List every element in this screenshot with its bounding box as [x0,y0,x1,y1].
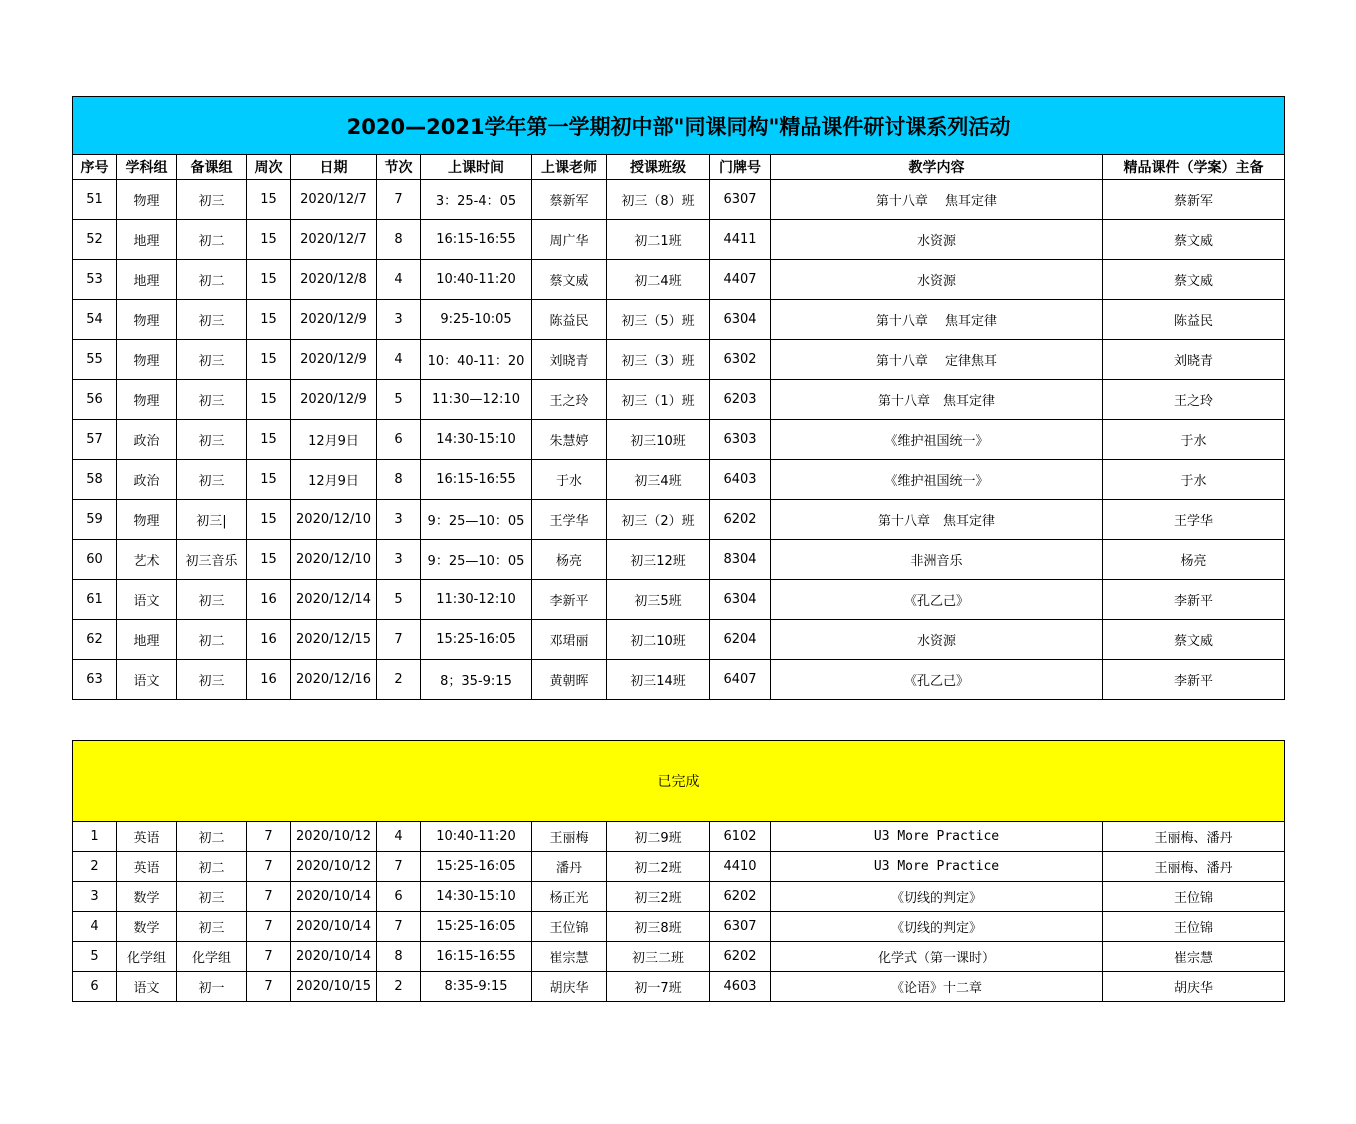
active-schedule-table [72,96,1285,700]
cell-room: 6302 [710,340,771,380]
cell-class-time: 8；35-9:15 [421,660,532,700]
cell-seq: 51 [73,180,117,220]
cell-content: 第十八章 焦耳定律 [771,180,1103,220]
cell-period: 6 [377,882,421,912]
cell-seq: 56 [73,380,117,420]
table-row [73,380,1285,420]
cell-class-time: 11:30-12:10 [421,580,532,620]
cell-courseware-lead: 蔡文威 [1103,260,1285,300]
table-row [73,580,1285,620]
cell-week: 16 [247,660,291,700]
cell-seq: 1 [73,822,117,852]
cell-content: 《维护祖国统一》 [771,460,1103,500]
cell-room: 4407 [710,260,771,300]
cell-period: 3 [377,540,421,580]
cell-class: 初三（1）班 [607,380,710,420]
table-row [73,300,1285,340]
cell-date: 2020/10/15 [291,972,377,1002]
cell-content: 《切线的判定》 [771,912,1103,942]
cell-prep-group: 初三 [177,580,247,620]
cell-week: 15 [247,420,291,460]
cell-class: 初三10班 [607,420,710,460]
cell-period: 7 [377,852,421,882]
table-row [73,220,1285,260]
cell-room: 4603 [710,972,771,1002]
table-row [73,540,1285,580]
cell-room: 8304 [710,540,771,580]
cell-room: 6202 [710,500,771,540]
cell-room: 6102 [710,822,771,852]
column-header-courseware-lead: 精品课件（学案）主备 [1103,155,1285,180]
cell-date: 2020/12/15 [291,620,377,660]
table-row [73,942,1285,972]
cell-courseware-lead: 蔡新军 [1103,180,1285,220]
cell-prep-group: 初三 [177,660,247,700]
cell-teacher: 崔宗慧 [532,942,607,972]
column-header-prep-group: 备课组 [177,155,247,180]
cell-class: 初三二班 [607,942,710,972]
cell-subject-group: 物理 [117,180,177,220]
cell-content: U3 More Practice [771,852,1103,882]
cell-week: 15 [247,500,291,540]
cell-teacher: 潘丹 [532,852,607,882]
cell-week: 15 [247,220,291,260]
cell-week: 15 [247,300,291,340]
cell-class-time: 3：25-4：05 [421,180,532,220]
cell-week: 16 [247,580,291,620]
cell-class-time: 9：25—10：05 [421,540,532,580]
column-header-subject-group: 学科组 [117,155,177,180]
cell-class-time: 8:35-9:15 [421,972,532,1002]
cell-room: 6204 [710,620,771,660]
cell-subject-group: 英语 [117,822,177,852]
cell-content: 第十八章 焦耳定律 [771,300,1103,340]
cell-teacher: 王学华 [532,500,607,540]
cell-subject-group: 英语 [117,852,177,882]
cell-room: 6307 [710,180,771,220]
cell-date: 2020/12/7 [291,180,377,220]
table-row [73,500,1285,540]
cell-content: 非洲音乐 [771,540,1103,580]
cell-prep-group: 初三 [177,340,247,380]
cell-content: 第十八章 焦耳定律 [771,500,1103,540]
cell-teacher: 蔡新军 [532,180,607,220]
cell-content: 第十八章 焦耳定律 [771,380,1103,420]
cell-room: 4410 [710,852,771,882]
cell-courseware-lead: 王学华 [1103,500,1285,540]
cell-courseware-lead: 陈益民 [1103,300,1285,340]
cell-teacher: 周广华 [532,220,607,260]
cell-class: 初一7班 [607,972,710,1002]
cell-courseware-lead: 王位锦 [1103,912,1285,942]
table-row [73,822,1285,852]
cell-seq: 6 [73,972,117,1002]
cell-teacher: 朱慧婷 [532,420,607,460]
cell-seq: 62 [73,620,117,660]
cell-prep-group: 初三音乐 [177,540,247,580]
cell-courseware-lead: 王丽梅、潘丹 [1103,852,1285,882]
cell-subject-group: 物理 [117,380,177,420]
cell-courseware-lead: 崔宗慧 [1103,942,1285,972]
cell-seq: 58 [73,460,117,500]
cell-date: 2020/12/14 [291,580,377,620]
column-header-content: 教学内容 [771,155,1103,180]
cell-courseware-lead: 杨亮 [1103,540,1285,580]
cell-week: 15 [247,460,291,500]
cell-class: 初三2班 [607,882,710,912]
cell-class: 初二4班 [607,260,710,300]
table-row [73,660,1285,700]
cell-content: 《论语》十二章 [771,972,1103,1002]
cell-class: 初三12班 [607,540,710,580]
cell-week: 7 [247,882,291,912]
table-row [73,912,1285,942]
cell-period: 8 [377,942,421,972]
cell-teacher: 刘晓青 [532,340,607,380]
cell-date: 2020/12/7 [291,220,377,260]
cell-seq: 2 [73,852,117,882]
cell-date: 2020/10/12 [291,822,377,852]
cell-class: 初二10班 [607,620,710,660]
cell-teacher: 王之玲 [532,380,607,420]
cell-seq: 55 [73,340,117,380]
cell-room: 6307 [710,912,771,942]
cell-period: 5 [377,380,421,420]
cell-class-time: 14:30-15:10 [421,420,532,460]
cell-date: 2020/12/10 [291,540,377,580]
cell-subject-group: 语文 [117,580,177,620]
cell-seq: 52 [73,220,117,260]
cell-content: 水资源 [771,220,1103,260]
cell-week: 7 [247,852,291,882]
cell-prep-group: 初二 [177,852,247,882]
cell-prep-group: 初三 [177,882,247,912]
cell-date: 2020/10/14 [291,942,377,972]
cell-courseware-lead: 王之玲 [1103,380,1285,420]
cell-class-time: 15:25-16:05 [421,620,532,660]
cell-teacher: 杨亮 [532,540,607,580]
column-header-seq: 序号 [73,155,117,180]
cell-period: 8 [377,220,421,260]
cell-period: 4 [377,822,421,852]
cell-subject-group: 地理 [117,220,177,260]
cell-subject-group: 物理 [117,340,177,380]
cell-period: 4 [377,260,421,300]
cell-courseware-lead: 蔡文威 [1103,220,1285,260]
cell-prep-group: 初三 [177,460,247,500]
cell-date: 2020/12/10 [291,500,377,540]
cell-subject-group: 政治 [117,420,177,460]
cell-seq: 3 [73,882,117,912]
completed-schedule-table [72,740,1285,1002]
cell-class: 初三（5）班 [607,300,710,340]
cell-prep-group: 初三 [177,300,247,340]
cell-week: 15 [247,380,291,420]
cell-courseware-lead: 胡庆华 [1103,972,1285,1002]
cell-week: 15 [247,340,291,380]
cell-room: 4411 [710,220,771,260]
cell-week: 7 [247,912,291,942]
cell-seq: 5 [73,942,117,972]
cell-seq: 63 [73,660,117,700]
cell-class: 初三4班 [607,460,710,500]
table-row [73,420,1285,460]
cell-teacher: 黄朝晖 [532,660,607,700]
cell-courseware-lead: 李新平 [1103,580,1285,620]
cell-courseware-lead: 于水 [1103,460,1285,500]
cell-period: 7 [377,620,421,660]
cell-subject-group: 物理 [117,300,177,340]
cell-seq: 60 [73,540,117,580]
cell-period: 3 [377,300,421,340]
cell-seq: 57 [73,420,117,460]
cell-seq: 61 [73,580,117,620]
cell-week: 15 [247,260,291,300]
cell-prep-group: 初二 [177,260,247,300]
cell-courseware-lead: 王位锦 [1103,882,1285,912]
cell-prep-group: 初三 [177,180,247,220]
cell-content: U3 More Practice [771,822,1103,852]
cell-teacher: 王位锦 [532,912,607,942]
table-row [73,180,1285,220]
cell-date: 2020/12/9 [291,380,377,420]
cell-class-time: 10：40-11：20 [421,340,532,380]
cell-teacher: 邓珺丽 [532,620,607,660]
table-row [73,460,1285,500]
table-row [73,882,1285,912]
cell-teacher: 杨正光 [532,882,607,912]
column-header-class-time: 上课时间 [421,155,532,180]
cell-teacher: 李新平 [532,580,607,620]
column-header-teacher: 上课老师 [532,155,607,180]
cell-class-time: 15:25-16:05 [421,852,532,882]
cell-date: 2020/12/16 [291,660,377,700]
table-row [73,852,1285,882]
cell-courseware-lead: 蔡文威 [1103,620,1285,660]
cell-class-time: 10:40-11:20 [421,260,532,300]
cell-teacher: 陈益民 [532,300,607,340]
cell-content: 化学式（第一课时） [771,942,1103,972]
cell-teacher: 胡庆华 [532,972,607,1002]
cell-class-time: 9:25-10:05 [421,300,532,340]
table-row [73,260,1285,300]
cell-courseware-lead: 王丽梅、潘丹 [1103,822,1285,852]
cell-room: 6202 [710,942,771,972]
cell-prep-group: 初二 [177,220,247,260]
cell-content: 水资源 [771,620,1103,660]
cell-room: 6304 [710,300,771,340]
cell-prep-group: 化学组 [177,942,247,972]
cell-period: 7 [377,912,421,942]
cell-room: 6202 [710,882,771,912]
cell-period: 6 [377,420,421,460]
cell-courseware-lead: 于水 [1103,420,1285,460]
cell-week: 15 [247,180,291,220]
completed-section-label: 已完成 [73,741,1285,822]
cell-week: 7 [247,942,291,972]
column-header-class: 授课班级 [607,155,710,180]
column-header-date: 日期 [291,155,377,180]
cell-subject-group: 语文 [117,972,177,1002]
cell-room: 6304 [710,580,771,620]
column-header-period: 节次 [377,155,421,180]
cell-date: 2020/12/9 [291,300,377,340]
cell-subject-group: 化学组 [117,942,177,972]
cell-subject-group: 语文 [117,660,177,700]
cell-teacher: 王丽梅 [532,822,607,852]
cell-subject-group: 物理 [117,500,177,540]
cell-class-time: 10:40-11:20 [421,822,532,852]
cell-courseware-lead: 刘晓青 [1103,340,1285,380]
cell-class-time: 9：25—10：05 [421,500,532,540]
cell-prep-group: 初三 [177,420,247,460]
cell-subject-group: 政治 [117,460,177,500]
cell-class: 初二9班 [607,822,710,852]
cell-class: 初三14班 [607,660,710,700]
cell-courseware-lead: 李新平 [1103,660,1285,700]
cell-class: 初三（3）班 [607,340,710,380]
cell-teacher: 于水 [532,460,607,500]
cell-subject-group: 地理 [117,260,177,300]
column-header-week: 周次 [247,155,291,180]
cell-teacher: 蔡文威 [532,260,607,300]
cell-week: 16 [247,620,291,660]
cell-room: 6303 [710,420,771,460]
table-row [73,972,1285,1002]
cell-class: 初三8班 [607,912,710,942]
cell-prep-group: 初二 [177,620,247,660]
cell-date: 12月9日 [291,460,377,500]
cell-class-time: 16:15-16:55 [421,460,532,500]
cell-date: 2020/10/12 [291,852,377,882]
cell-subject-group: 数学 [117,882,177,912]
cell-class: 初二1班 [607,220,710,260]
cell-content: 《孔乙己》 [771,580,1103,620]
cell-class: 初三（8）班 [607,180,710,220]
cell-prep-group: 初三 [177,912,247,942]
column-header-row [73,155,1285,180]
cell-class-time: 16:15-16:55 [421,942,532,972]
cell-week: 7 [247,972,291,1002]
cell-class: 初三（2）班 [607,500,710,540]
cell-room: 6403 [710,460,771,500]
cell-date: 2020/12/8 [291,260,377,300]
cell-period: 2 [377,972,421,1002]
cell-prep-group: 初二 [177,822,247,852]
cell-class-time: 15:25-16:05 [421,912,532,942]
cell-room: 6407 [710,660,771,700]
table-row [73,620,1285,660]
cell-class-time: 14:30-15:10 [421,882,532,912]
cell-seq: 54 [73,300,117,340]
cell-week: 7 [247,822,291,852]
cell-period: 8 [377,460,421,500]
cell-subject-group: 艺术 [117,540,177,580]
cell-prep-group: 初一 [177,972,247,1002]
cell-class: 初二2班 [607,852,710,882]
cell-prep-group: 初三| [177,500,247,540]
cell-content: 水资源 [771,260,1103,300]
cell-class: 初三5班 [607,580,710,620]
cell-date: 2020/10/14 [291,882,377,912]
cell-room: 6203 [710,380,771,420]
cell-seq: 4 [73,912,117,942]
cell-subject-group: 数学 [117,912,177,942]
table-row [73,340,1285,380]
cell-week: 15 [247,540,291,580]
cell-content: 第十八章 定律焦耳 [771,340,1103,380]
cell-content: 《切线的判定》 [771,882,1103,912]
cell-subject-group: 地理 [117,620,177,660]
cell-date: 2020/12/9 [291,340,377,380]
cell-seq: 59 [73,500,117,540]
cell-period: 4 [377,340,421,380]
cell-seq: 53 [73,260,117,300]
cell-period: 3 [377,500,421,540]
cell-prep-group: 初三 [177,380,247,420]
cell-date: 12月9日 [291,420,377,460]
page-title: 2020—2021学年第一学期初中部"同课同构"精品课件研讨课系列活动 [73,97,1285,155]
column-header-room: 门牌号 [710,155,771,180]
cell-content: 《孔乙己》 [771,660,1103,700]
cell-date: 2020/10/14 [291,912,377,942]
cell-period: 5 [377,580,421,620]
cell-class-time: 11:30—12:10 [421,380,532,420]
cell-content: 《维护祖国统一》 [771,420,1103,460]
cell-period: 2 [377,660,421,700]
cell-class-time: 16:15-16:55 [421,220,532,260]
cell-period: 7 [377,180,421,220]
